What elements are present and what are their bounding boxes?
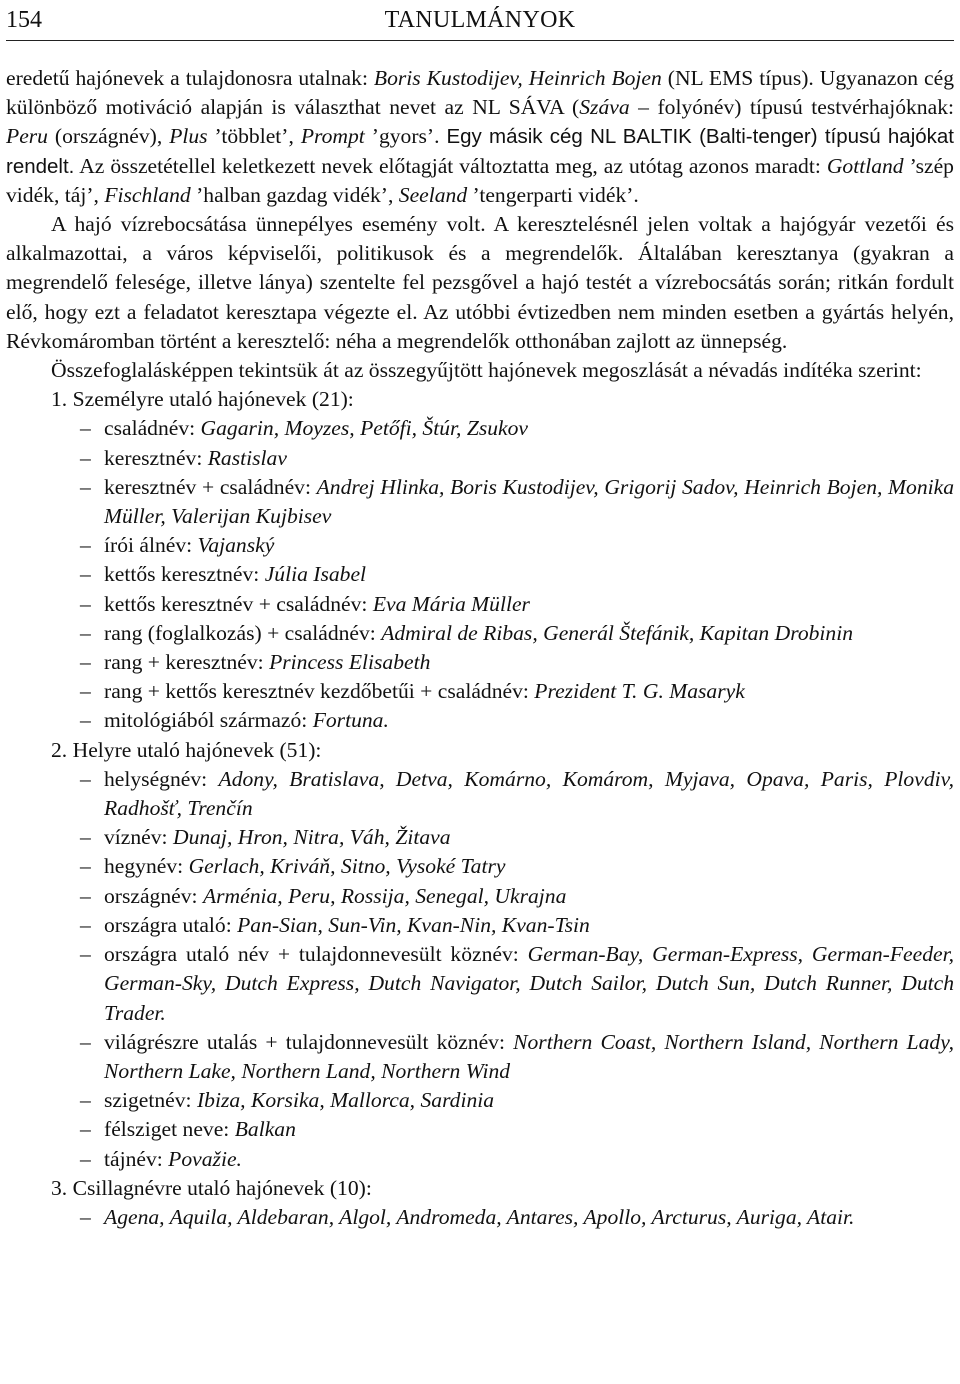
- item-label: családnév:: [104, 416, 201, 441]
- list-item: [6, 1086, 954, 1115]
- dash-bullet: –: [80, 416, 91, 441]
- dash-bullet: –: [80, 883, 91, 908]
- item-names: Rastislav: [207, 445, 287, 470]
- list-item: [6, 619, 954, 648]
- item-names: Pan-Sian, Sun-Vin, Kvan-Nin, Kvan-Tsin: [237, 912, 590, 937]
- item-label: kettős keresztnév:: [104, 562, 265, 587]
- category-item-list: [6, 414, 954, 735]
- list-item: [6, 823, 954, 852]
- category-2: [6, 736, 954, 1174]
- item-names: Admiral de Ribas, Generál Štefánik, Kapitan Drobinin: [381, 620, 854, 645]
- item-label: rang + kettős keresztnév kezdőbetűi + családnév:: [104, 679, 535, 704]
- item-names: Považie.: [168, 1146, 242, 1171]
- list-item: [6, 1145, 954, 1174]
- item-label: rang + keresztnév:: [104, 650, 270, 675]
- category-heading: 1. Személyre utaló hajónevek (21):: [51, 387, 354, 412]
- item-names: Dunaj, Hron, Nitra, Váh, Žitava: [172, 825, 451, 850]
- item-label: országra utaló név + tulajdonnevesült köznév:: [104, 942, 528, 967]
- dash-bullet: –: [80, 766, 91, 791]
- list-item: [6, 473, 954, 531]
- paragraph-3: Összefoglalásképpen tekintsük át az összegyűjtött hajónevek megoszlását a névadás indítéka szerint:: [51, 358, 922, 383]
- dash-bullet: –: [80, 825, 91, 850]
- dash-bullet: –: [80, 942, 91, 967]
- item-label: tájnév:: [104, 1146, 169, 1171]
- item-names: Andrej Hlinka, Boris Kustodijev, Grigorij Sadov, Heinrich Bojen, Monika Müller, Valerijan Kujbisev: [104, 474, 955, 529]
- list-item: [6, 590, 954, 619]
- item-names: Ibiza, Korsika, Mallorca, Sardinia: [196, 1088, 495, 1113]
- item-label: víznév:: [104, 825, 173, 850]
- list-item: [6, 414, 954, 443]
- dash-bullet: –: [80, 1146, 91, 1171]
- dash-bullet: –: [80, 1088, 91, 1113]
- list-item: [6, 765, 954, 823]
- list-item: [6, 648, 954, 677]
- dash-bullet: –: [80, 445, 91, 470]
- category-3: [6, 1174, 954, 1232]
- paragraph-1: eredetű hajónevek a tulajdonosra utalnak: Boris Kustodijev, Heinrich Bojen (NL EMS típus). Ugyanazon cég különböző motiváció alapján is választhat nevet az NL SÁVA (Száva – folyónév) típusú testvérhajóknak: Peru (országnév), Plus ’többlet’, Prompt ’gyors’. Egy másik cég NL BALTIK (Balti-tenger) típusú hajókat rendelt. Az összetétellel keletkezett nevek előtagját változtatta meg, az utótag azonos maradt: Gottland ’szép vidék, táj’, Fischland ’halban gazdag vidék’, Seeland ’tengerparti vidék’.: [6, 66, 954, 207]
- paragraph-2: A hajó vízrebocsátása ünnepélyes esemény volt. A keresztelésnél jelen voltak a hajógyár vezetői és alkalmazottai, a város képviselői, politikusok és a megrendelők. Általában keresztanya (gyakran a megrendelő felesége, illetve lánya) szentelte fel pezsgővel a hajó testét a vízrebocsátás során; ritkán fordult elő, hogy ezt a feladatot keresztapa végezte el. Az utóbbi évtizedben nem minden esetben a gyártás helyén, Révkomáromban történt a keresztelő: néha a megrendelők otthonában zajlott az ünnepség.: [6, 212, 954, 353]
- category-heading: 3. Csillagnévre utaló hajónevek (10):: [51, 1175, 372, 1200]
- category-1: [6, 385, 954, 735]
- item-label: országnév:: [104, 883, 203, 908]
- item-names: Júlia Isabel: [264, 562, 367, 587]
- list-item: [6, 706, 954, 735]
- item-names: Adony, Bratislava, Detva, Komárno, Komárom, Myjava, Opava, Paris, Plovdiv, Radhošť, Trenčín: [104, 766, 954, 821]
- item-names: Gagarin, Moyzes, Petőfi, Štúr, Zsukov: [200, 416, 529, 441]
- list-item: [6, 1028, 954, 1086]
- item-names: Agena, Aquila, Aldebaran, Algol, Andromeda, Antares, Apollo, Arcturus, Auriga, Atair.: [104, 1204, 855, 1229]
- page-number: 154: [6, 7, 42, 33]
- dash-bullet: –: [80, 650, 91, 675]
- category-heading: 2. Helyre utaló hajónevek (51):: [51, 737, 322, 762]
- list-item: [6, 882, 954, 911]
- dash-bullet: –: [80, 1204, 91, 1229]
- header-rule: [6, 40, 954, 41]
- item-label: helységnév:: [104, 766, 219, 791]
- running-title: TANULMÁNYOK: [384, 7, 576, 33]
- dash-bullet: –: [80, 1117, 91, 1142]
- article-body: [6, 64, 954, 1232]
- item-label: szigetnév:: [104, 1088, 197, 1113]
- item-names: Prezident T. G. Masaryk: [534, 679, 745, 704]
- item-names: Arménia, Peru, Rossija, Senegal, Ukrajna: [202, 883, 567, 908]
- list-item: [6, 560, 954, 589]
- list-item: [6, 677, 954, 706]
- page-header: [6, 6, 954, 36]
- item-names: German-Bay, German-Express, German-Feeder, German-Sky, Dutch Express, Dutch Navigator, Dutch Sailor, Dutch Sun, Dutch Runner, Dutch Trader.: [104, 942, 954, 1025]
- item-label: rang (foglalkozás) + családnév:: [104, 620, 382, 645]
- item-label: országra utaló:: [104, 912, 238, 937]
- dash-bullet: –: [80, 1029, 91, 1054]
- item-label: írói álnév:: [104, 533, 198, 558]
- dash-bullet: –: [80, 620, 91, 645]
- item-names: Northern Coast, Northern Island, Northern Lady, Northern Lake, Northern Land, Northern Wind: [104, 1029, 954, 1083]
- dash-bullet: –: [80, 854, 91, 879]
- list-item: [6, 852, 954, 881]
- dash-bullet: –: [80, 474, 91, 499]
- dash-bullet: –: [80, 708, 91, 733]
- item-names: Gerlach, Kriváň, Sitno, Vysoké Tatry: [188, 854, 506, 879]
- item-names: Princess Elisabeth: [269, 650, 431, 675]
- item-names: Fortuna.: [312, 708, 389, 733]
- dash-bullet: –: [80, 912, 91, 937]
- dash-bullet: –: [80, 533, 91, 558]
- item-label: világrészre utalás + tulajdonnevesült köznév:: [104, 1029, 514, 1054]
- item-label: félsziget neve:: [104, 1117, 235, 1142]
- list-item: [6, 444, 954, 473]
- category-item-list: [6, 765, 954, 1174]
- list-item: [6, 911, 954, 940]
- item-label: hegynév:: [104, 854, 189, 879]
- item-label: keresztnév:: [104, 445, 208, 470]
- dash-bullet: –: [80, 562, 91, 587]
- item-names: Balkan: [234, 1117, 296, 1142]
- item-names: Eva Mária Müller: [372, 591, 530, 616]
- dash-bullet: –: [80, 679, 91, 704]
- list-item: [6, 940, 954, 1028]
- item-label: keresztnév + családnév:: [104, 474, 317, 499]
- dash-bullet: –: [80, 591, 91, 616]
- list-item: [6, 1115, 954, 1144]
- item-names: Vajanský: [197, 533, 275, 558]
- list-item: [6, 531, 954, 560]
- item-label: mitológiából származó:: [104, 708, 313, 733]
- list-item: [6, 1203, 954, 1232]
- item-label: kettős keresztnév + családnév:: [104, 591, 373, 616]
- category-item-list: [6, 1203, 954, 1232]
